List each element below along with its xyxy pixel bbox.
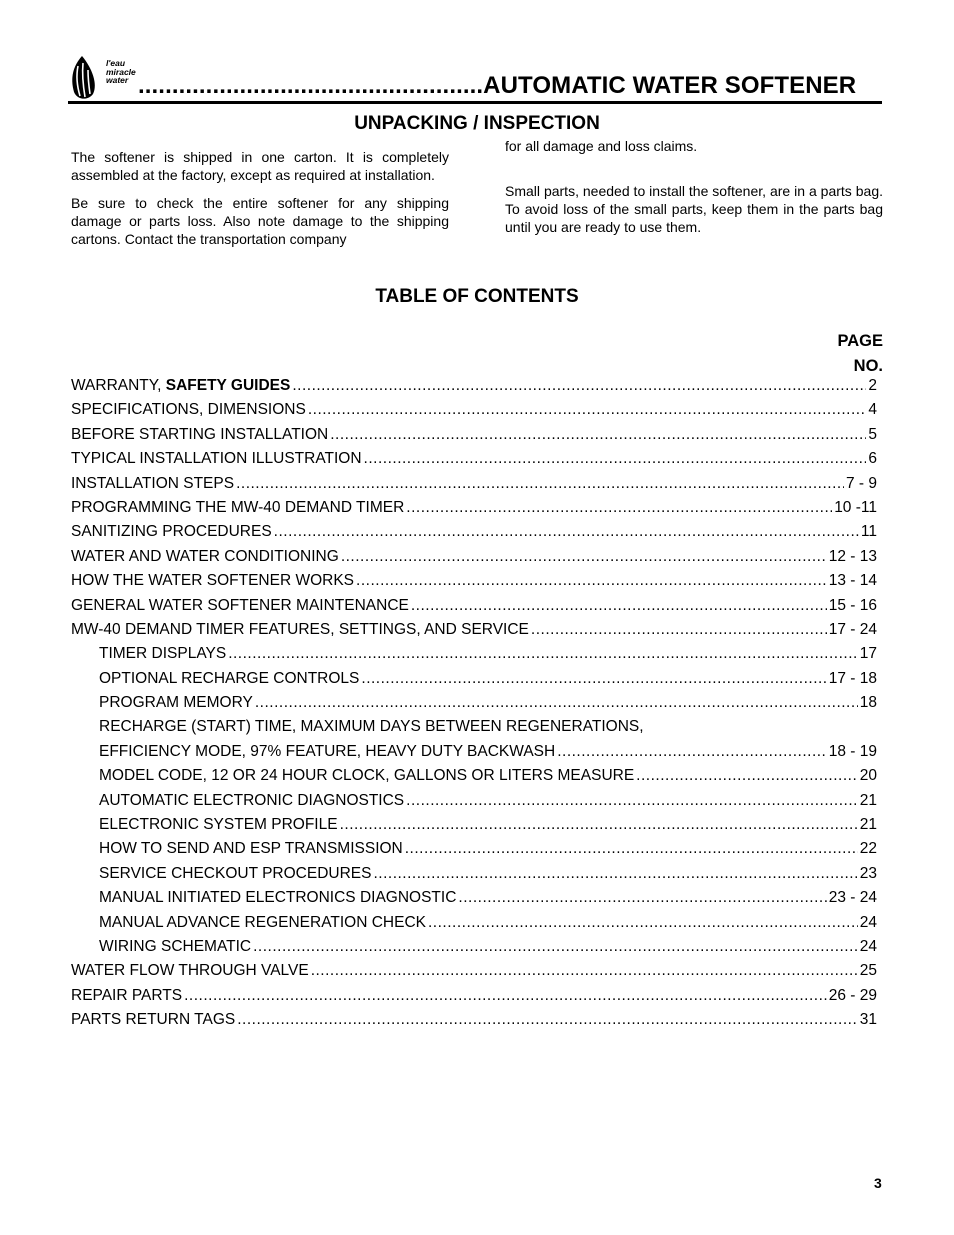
toc-entry-title-text: MANUAL ADVANCE REGENERATION CHECK bbox=[99, 913, 426, 931]
toc-entry-title-text: SPECIFICATIONS, DIMENSIONS bbox=[71, 401, 306, 419]
page-column-header bbox=[837, 329, 883, 379]
toc-entry-title-text: TYPICAL INSTALLATION ILLUSTRATION bbox=[71, 450, 362, 468]
unpacking-paragraph: Be sure to check the entire softener for any shipping damage or parts loss. Also note damage to the shipping cartons. Contact the transportation company bbox=[71, 195, 449, 247]
toc-entry-page: 20 bbox=[859, 767, 877, 785]
toc-entry-title bbox=[99, 813, 338, 837]
toc-entry bbox=[71, 984, 883, 1008]
toc-entry-title bbox=[99, 764, 634, 788]
toc-dot-leader bbox=[406, 496, 832, 520]
toc-entry-page: 31 bbox=[859, 1011, 877, 1029]
toc-entry-title bbox=[71, 398, 306, 422]
toc-entry bbox=[71, 642, 883, 666]
toc-entry-title-text: PROGRAMMING THE MW-40 DEMAND TIMER bbox=[71, 498, 405, 516]
toc-entry-page: 23 - 24 bbox=[828, 889, 877, 907]
toc-dot-leader bbox=[228, 642, 858, 666]
toc-dot-leader bbox=[341, 545, 827, 569]
toc-entry bbox=[71, 569, 883, 593]
page-header-line: NO. bbox=[853, 357, 883, 375]
logo-word-2: miracle bbox=[106, 66, 136, 77]
toc-dot-leader bbox=[184, 984, 827, 1008]
toc-entry-page: 24 bbox=[859, 913, 877, 931]
toc-entry bbox=[71, 862, 883, 886]
toc-dot-leader bbox=[237, 1008, 858, 1032]
toc-entry-page: 13 - 14 bbox=[828, 572, 877, 590]
toc-entry bbox=[71, 911, 883, 935]
toc-entry-title-text: SANITIZING PROCEDURES bbox=[71, 523, 272, 541]
toc-entry-title bbox=[71, 520, 272, 544]
toc-entry-page: 12 - 13 bbox=[828, 547, 877, 565]
logo-word-3: water bbox=[106, 75, 129, 85]
toc-entry-title-text: RECHARGE (START) TIME, MAXIMUM DAYS BETWEEN REGENERATIONS, bbox=[99, 718, 644, 736]
toc-entry bbox=[71, 520, 883, 544]
toc-entry-title-text: INSTALLATION STEPS bbox=[71, 474, 235, 492]
toc-dot-leader bbox=[311, 959, 858, 983]
toc-heading: TABLE OF CONTENTS bbox=[375, 286, 579, 307]
toc-dot-leader bbox=[428, 911, 858, 935]
toc-dot-leader bbox=[292, 374, 866, 398]
toc-entry-title-text: WARRANTY, bbox=[71, 377, 166, 394]
toc-entry-title-text: WATER AND WATER CONDITIONING bbox=[71, 547, 339, 565]
toc-dot-leader bbox=[411, 594, 827, 618]
toc-entry-title bbox=[99, 789, 404, 813]
toc-dot-leader bbox=[253, 935, 858, 959]
toc-dot-leader bbox=[364, 447, 867, 471]
toc-entry-title bbox=[71, 545, 339, 569]
toc-entry-title bbox=[99, 667, 359, 691]
toc-entry-title-text: TIMER DISPLAYS bbox=[99, 645, 227, 663]
toc-dot-leader bbox=[531, 618, 827, 642]
unpacking-paragraph: The softener is shipped in one carton. It is completely assembled at the factory, except as required at installation. bbox=[71, 149, 449, 183]
toc-entry-title-text: BEFORE STARTING INSTALLATION bbox=[71, 425, 329, 443]
toc-entry bbox=[71, 813, 883, 837]
toc-entry-title bbox=[99, 642, 226, 666]
toc-entry-title bbox=[71, 1008, 235, 1032]
toc-entry-page: 21 bbox=[859, 791, 877, 809]
toc-entry-title bbox=[71, 618, 529, 642]
unpacking-paragraph: for all damage and loss claims. bbox=[505, 138, 698, 154]
toc-entry-page: 17 - 18 bbox=[828, 669, 877, 687]
toc-dot-leader bbox=[340, 813, 858, 837]
toc-dot-leader bbox=[373, 862, 857, 886]
toc-entry-page: 7 - 9 bbox=[845, 474, 877, 492]
toc-entry-title bbox=[99, 911, 426, 935]
toc-entry bbox=[71, 447, 883, 471]
toc-dot-leader bbox=[557, 740, 827, 764]
toc-entry-title-text: WATER FLOW THROUGH VALVE bbox=[71, 962, 309, 980]
toc-entry-page: 18 bbox=[859, 694, 877, 712]
toc-entry-title-text: REPAIR PARTS bbox=[71, 986, 183, 1004]
toc-entry-title bbox=[71, 472, 234, 496]
toc-dot-leader bbox=[255, 691, 858, 715]
toc-entry bbox=[71, 715, 883, 739]
toc-entry-page: 17 bbox=[859, 645, 877, 663]
toc-entry-title bbox=[99, 740, 555, 764]
toc-entry-title-text: MODEL CODE, 12 OR 24 HOUR CLOCK, GALLONS OR LITERS MEASURE bbox=[99, 767, 635, 785]
toc-entry-title-text: MW-40 DEMAND TIMER FEATURES, SETTINGS, AND SERVICE bbox=[71, 620, 529, 638]
toc-entry bbox=[71, 886, 883, 910]
toc-dot-leader bbox=[356, 569, 827, 593]
toc-entry-page: 5 bbox=[868, 425, 877, 443]
toc-entry bbox=[71, 959, 883, 983]
water-drop-logo-icon bbox=[68, 54, 102, 102]
toc-entry bbox=[71, 545, 883, 569]
toc-entry bbox=[71, 472, 883, 496]
toc-entry-title bbox=[71, 569, 354, 593]
unpacking-right-column bbox=[505, 137, 883, 246]
page-header-line: PAGE bbox=[837, 332, 883, 350]
toc-entry-title-text: OPTIONAL RECHARGE CONTROLS bbox=[99, 669, 360, 687]
toc-entry bbox=[71, 374, 883, 398]
toc-entry-title-text: GENERAL WATER SOFTENER MAINTENANCE bbox=[71, 596, 409, 614]
toc-entry-title-text: EFFICIENCY MODE, 97% FEATURE, HEAVY DUTY BACKWASH bbox=[99, 742, 556, 760]
toc-entry-title bbox=[71, 496, 404, 520]
toc-dot-leader bbox=[636, 764, 858, 788]
toc-entry-title bbox=[99, 837, 403, 861]
toc-entry bbox=[71, 496, 883, 520]
toc-entry-title bbox=[71, 374, 290, 398]
toc-dot-leader bbox=[458, 886, 826, 910]
document-title: ...................................................AUTOMATIC WATER SOFTENER bbox=[138, 72, 857, 99]
toc-entry bbox=[71, 398, 883, 422]
toc-entry-page: 23 bbox=[859, 864, 877, 882]
toc-entry-title-text: WIRING SCHEMATIC bbox=[99, 937, 252, 955]
toc-entry bbox=[71, 594, 883, 618]
toc-entry-page: 24 bbox=[859, 937, 877, 955]
toc-dot-leader bbox=[405, 837, 858, 861]
toc-dot-leader bbox=[274, 520, 859, 544]
toc-entry bbox=[71, 837, 883, 861]
toc-entry-title bbox=[71, 423, 328, 447]
toc-entry bbox=[71, 935, 883, 959]
toc-entry-title bbox=[71, 594, 409, 618]
page-number: 3 bbox=[874, 1175, 882, 1191]
toc-entry-title bbox=[71, 959, 309, 983]
table-of-contents bbox=[71, 374, 883, 1033]
toc-entry-page: 6 bbox=[868, 450, 877, 468]
toc-entry-page: 25 bbox=[859, 962, 877, 980]
toc-entry-title-text: PROGRAM MEMORY bbox=[99, 694, 253, 712]
toc-entry bbox=[71, 691, 883, 715]
toc-entry bbox=[71, 764, 883, 788]
toc-entry-title-text: PARTS RETURN TAGS bbox=[71, 1011, 236, 1029]
toc-entry-title bbox=[99, 935, 251, 959]
toc-entry-title bbox=[99, 715, 644, 739]
toc-entry-title bbox=[99, 691, 253, 715]
toc-dot-leader bbox=[330, 423, 866, 447]
toc-entry bbox=[71, 1008, 883, 1032]
toc-entry-title bbox=[99, 862, 371, 886]
unpacking-paragraph: Small parts, needed to install the softener, are in a parts bag. To avoid loss of the small parts, keep them in the parts bag until you are ready to use them. bbox=[505, 183, 883, 235]
toc-entry-page: 15 - 16 bbox=[828, 596, 877, 614]
toc-entry bbox=[71, 667, 883, 691]
unpacking-left-column bbox=[71, 148, 449, 258]
brand-logo bbox=[68, 54, 136, 102]
logo-word-1: l'eau bbox=[106, 58, 126, 68]
toc-entry bbox=[71, 423, 883, 447]
unpacking-heading: UNPACKING / INSPECTION bbox=[354, 113, 600, 134]
toc-entry-page: 10 -11 bbox=[834, 498, 877, 516]
toc-entry-page: 26 - 29 bbox=[828, 986, 877, 1004]
header-divider bbox=[68, 101, 882, 104]
toc-entry-title bbox=[71, 447, 362, 471]
toc-dot-leader bbox=[308, 398, 867, 422]
toc-dot-leader bbox=[361, 667, 826, 691]
toc-entry bbox=[71, 618, 883, 642]
toc-entry-page: 4 bbox=[868, 401, 877, 419]
toc-entry-title-text: HOW THE WATER SOFTENER WORKS bbox=[71, 572, 355, 590]
toc-entry bbox=[71, 740, 883, 764]
toc-entry bbox=[71, 789, 883, 813]
toc-entry-page: 2 bbox=[868, 377, 877, 394]
toc-entry-title-text: ELECTRONIC SYSTEM PROFILE bbox=[99, 816, 338, 834]
toc-entry-title-text: SERVICE CHECKOUT PROCEDURES bbox=[99, 864, 372, 882]
toc-entry-page: 18 - 19 bbox=[828, 742, 877, 760]
toc-entry-title-text: HOW TO SEND AND ESP TRANSMISSION bbox=[99, 840, 403, 858]
toc-dot-leader bbox=[236, 472, 844, 496]
toc-entry-title-text: AUTOMATIC ELECTRONIC DIAGNOSTICS bbox=[99, 791, 405, 809]
toc-entry-title bbox=[99, 886, 456, 910]
toc-entry-page: 22 bbox=[859, 840, 877, 858]
toc-dot-leader bbox=[406, 789, 858, 813]
toc-entry-page: 11 bbox=[860, 523, 877, 541]
toc-entry-title-text: MANUAL INITIATED ELECTRONICS DIAGNOSTIC bbox=[99, 889, 457, 907]
toc-entry-title bbox=[71, 984, 182, 1008]
toc-entry-page: 17 - 24 bbox=[828, 620, 877, 638]
toc-entry-page: 21 bbox=[859, 816, 877, 834]
toc-entry-emphasis: SAFETY GUIDES bbox=[165, 377, 291, 394]
